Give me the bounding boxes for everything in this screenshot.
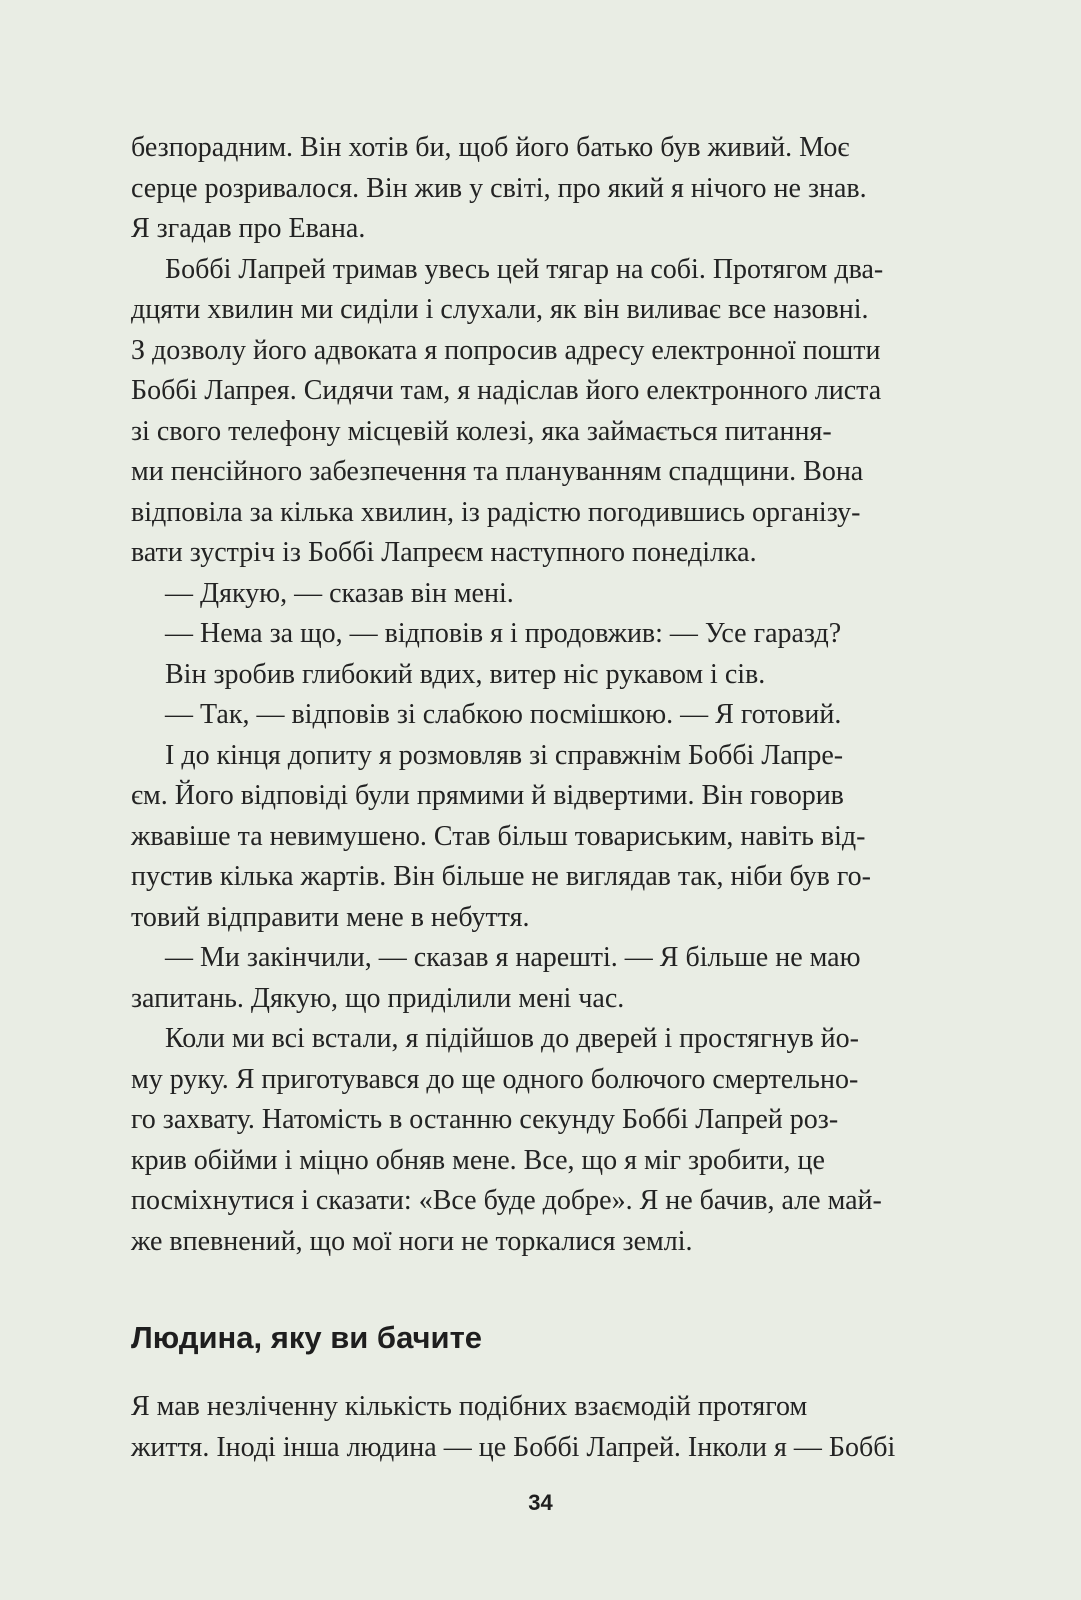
line-text: — Ми закінчили, — сказав я нарешті. — Я більше не маю — [165, 942, 861, 973]
line-text: го захвату. Натомість в останню секунду Боббі Лапрей роз- — [131, 1104, 839, 1135]
line-text: товий відправити мене в небуття. — [131, 902, 530, 933]
line-text: вати зустріч із Боббі Лапреєм наступного понеділка. — [131, 537, 757, 568]
line-text: зі свого телефону місцевій колезі, яка займається питання- — [131, 416, 832, 447]
line-text: дцяти хвилин ми сиділи і слухали, як він виливає все назовні. — [131, 294, 869, 325]
line-text: запитань. Дякую, що приділили мені час. — [131, 983, 625, 1014]
line-text: З дозволу його адвоката я попросив адресу електронної пошти — [131, 335, 881, 366]
line-text: Я згадав про Евана. — [131, 213, 366, 244]
line-text: відповіла за кілька хвилин, із радістю погодившись організу- — [131, 497, 861, 528]
line-text: Я мав незліченну кількість подібних взаємодій протягом — [131, 1391, 808, 1422]
line-text: єм. Його відповіді були прямими й відвертими. Він говорив — [131, 780, 844, 811]
line-text: жвавіше та невимушено. Став більш товариським, навіть від- — [131, 821, 866, 852]
line-text: життя. Іноді інша людина — це Боббі Лапрей. Інколи я — Боббі — [131, 1432, 896, 1463]
line-text: му руку. Я приготувався до ще одного болючого смертельно- — [131, 1064, 859, 1095]
line-text: Він зробив глибокий вдих, витер ніс рукавом і сів. — [165, 659, 766, 690]
line-text: ми пенсійного забезпечення та плануванням спадщини. Вона — [131, 456, 864, 487]
line-text: пустив кілька жартів. Він більше не виглядав так, ніби був го- — [131, 861, 871, 892]
section-heading: Людина, яку ви бачите — [131, 1320, 483, 1355]
page-number: 34 — [528, 1490, 553, 1515]
line-text: — Так, — відповів зі слабкою посмішкою. — Я готовий. — [165, 699, 842, 730]
line-text: — Нема за що, — відповів я і продовжив: — Усе гаразд? — [165, 618, 842, 649]
line-text: Коли ми всі встали, я підійшов до дверей і простягнув йо- — [165, 1023, 859, 1054]
line-text: же впевнений, що мої ноги не торкалися землі. — [131, 1226, 693, 1257]
line-text: серце розривалося. Він жив у світі, про який я нічого не знав. — [131, 173, 867, 204]
line-text: крив обійми і міцно обняв мене. Все, що я міг зробити, це — [131, 1145, 825, 1176]
line-text: І до кінця допиту я розмовляв зі справжнім Боббі Лапре- — [165, 740, 844, 771]
line-text: посміхнутися і сказати: «Все буде добре». Я не бачив, але май- — [131, 1185, 882, 1216]
line-text: — Дякую, — сказав він мені. — [165, 578, 514, 609]
line-text: Боббі Лапрея. Сидячи там, я надіслав його електронного листа — [131, 375, 882, 406]
line-text: безпорадним. Він хотів би, щоб його батько був живий. Моє — [131, 132, 850, 163]
line-text: Боббі Лапрей тримав увесь цей тягар на собі. Протягом два- — [165, 254, 884, 285]
